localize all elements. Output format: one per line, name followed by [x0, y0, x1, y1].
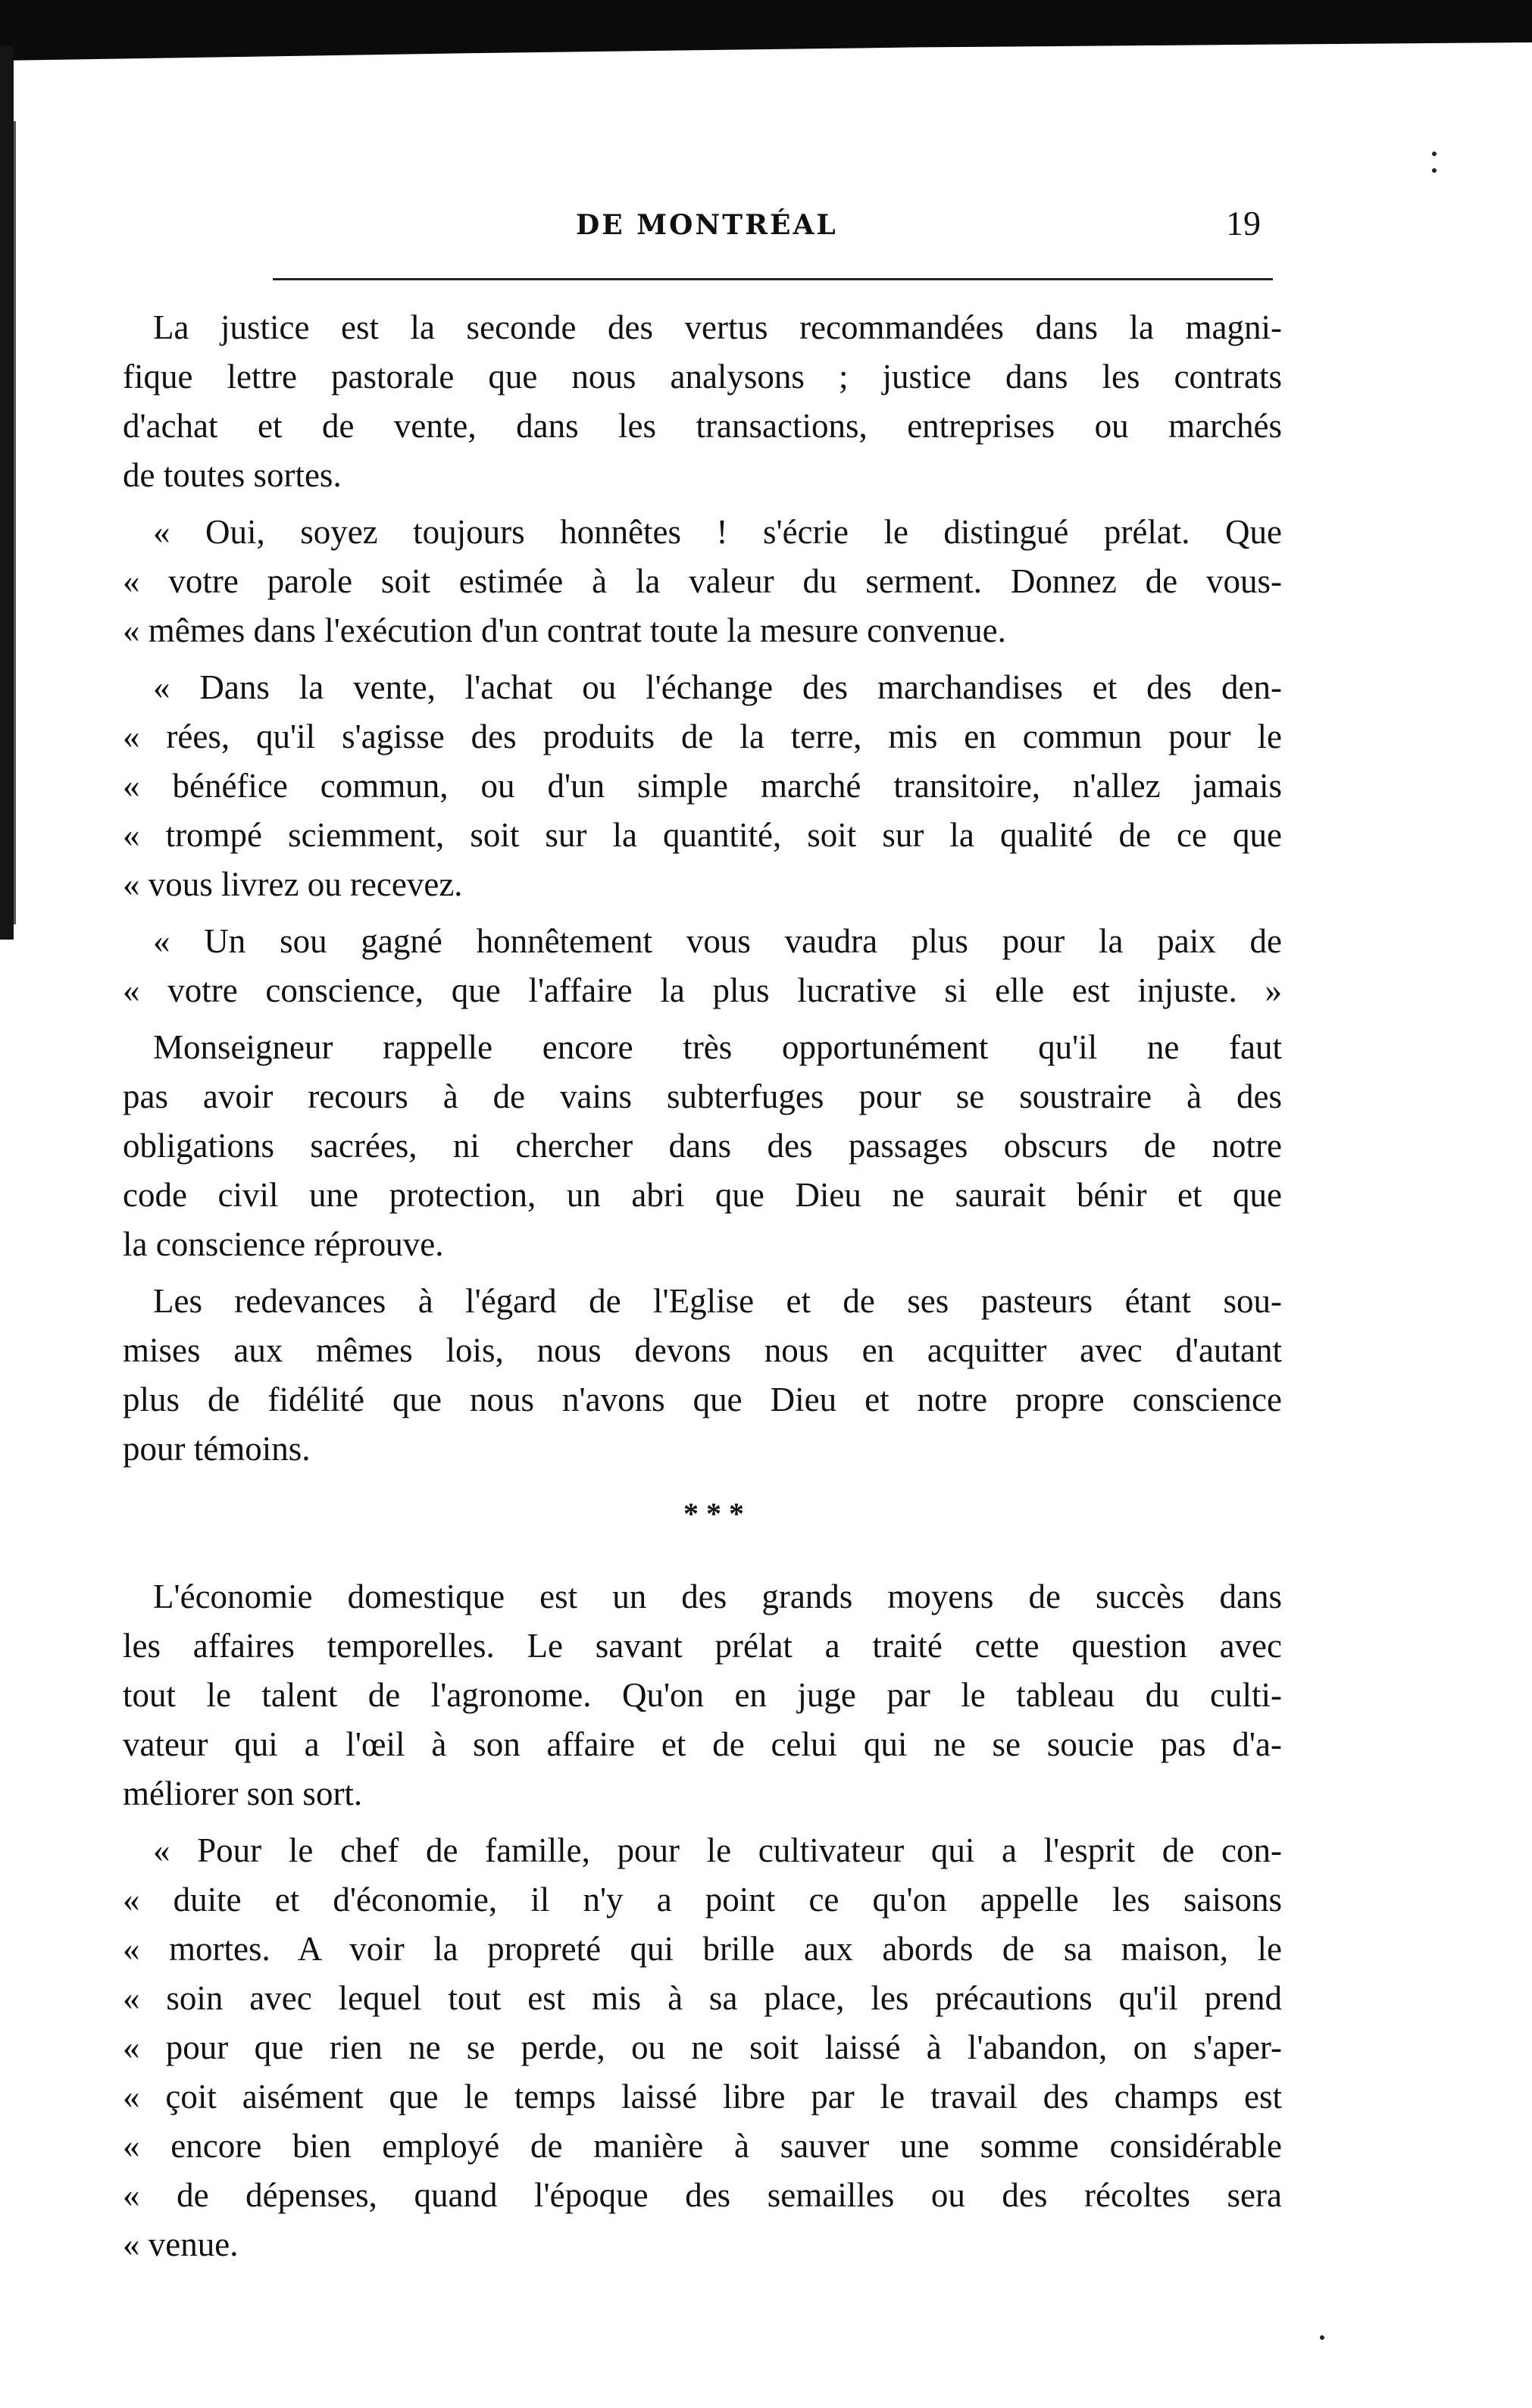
text-line: « pour que rien ne se perde, ou ne soit laissé à l'abandon, on s'aper-: [123, 2028, 1282, 2066]
paragraph: [123, 1277, 1282, 1474]
text-line: « soin avec lequel tout est mis à sa place, les précautions qu'il prend: [123, 1979, 1282, 2017]
asterism: * * *: [683, 1496, 744, 1531]
text-line: tout le talent de l'agronome. Qu'on en juge par le tableau du culti-: [123, 1676, 1282, 1714]
scan-speck: [1320, 2335, 1324, 2340]
text-line: code civil une protection, un abri que Dieu ne saurait bénir et que: [123, 1176, 1282, 1214]
text-line: « rées, qu'il s'agisse des produits de la terre, mis en commun pour le: [123, 718, 1282, 755]
text-line: de toutes sortes.: [123, 456, 342, 494]
running-title: DE MONTRÉAL: [576, 209, 838, 241]
paragraph: [123, 917, 1282, 1015]
text-line: « vous livrez ou recevez.: [123, 865, 463, 903]
text-line: la conscience réprouve.: [123, 1225, 444, 1263]
text-line: « votre conscience, que l'affaire la plus lucrative si elle est injuste. »: [123, 971, 1282, 1009]
text-line: La justice est la seconde des vertus recommandées dans la magni-: [153, 308, 1282, 346]
text-line: obligations sacrées, ni chercher dans des passages obscurs de notre: [123, 1127, 1282, 1165]
text-line: Monseigneur rappelle encore très opportunément qu'il ne faut: [153, 1028, 1282, 1066]
text-line: mises aux mêmes lois, nous devons nous en acquitter avec d'autant: [123, 1331, 1282, 1369]
text-line: « Dans la vente, l'achat ou l'échange des marchandises et des den-: [153, 668, 1282, 706]
page-body: [123, 303, 1282, 2277]
scan-speck: [1432, 168, 1437, 173]
text-line: vateur qui a l'œil à son affaire et de celui qui ne se soucie pas d'a-: [123, 1725, 1282, 1763]
text-line: pour témoins.: [123, 1430, 311, 1468]
header-rule: [273, 278, 1273, 280]
text-line: « Pour le chef de famille, pour le cultivateur qui a l'esprit de con-: [153, 1831, 1282, 1869]
paragraph: [123, 1572, 1282, 1819]
section-separator: [123, 1481, 1282, 1572]
text-line: « Un sou gagné honnêtement vous vaudra plus pour la paix de: [153, 922, 1282, 960]
text-line: L'économie domestique est un des grands moyens de succès dans: [153, 1578, 1282, 1615]
text-line: les affaires temporelles. Le savant prélat a traité cette question avec: [123, 1627, 1282, 1665]
text-line: « çoit aisément que le temps laissé libre par le travail des champs est: [123, 2078, 1282, 2116]
scan-left-border: [0, 45, 14, 940]
running-head: [0, 203, 1532, 249]
text-line: « bénéfice commun, ou d'un simple marché transitoire, n'allez jamais: [123, 767, 1282, 805]
text-line: « trompé sciemment, soit sur la quantité, soit sur la qualité de ce que: [123, 816, 1282, 854]
paragraph: [123, 663, 1282, 909]
page-number: 19: [1226, 204, 1261, 242]
text-line: « Oui, soyez toujours honnêtes ! s'écrie le distingué prélat. Que: [153, 513, 1282, 551]
text-line: plus de fidélité que nous n'avons que Dieu et notre propre conscience: [123, 1381, 1282, 1418]
text-line: Les redevances à l'égard de l'Eglise et de ses pasteurs étant sou-: [153, 1282, 1282, 1320]
text-line: méliorer son sort.: [123, 1775, 363, 1812]
text-line: « de dépenses, quand l'époque des semailles ou des récoltes sera: [123, 2176, 1282, 2214]
scan-top-border: [0, 0, 1532, 61]
paragraph: [123, 303, 1282, 500]
paragraph: [123, 1023, 1282, 1269]
text-line: pas avoir recours à de vains subterfuges pour se soustraire à des: [123, 1077, 1282, 1115]
scan-speck: [1432, 152, 1437, 156]
text-line: d'achat et de vente, dans les transactions, entreprises ou marchés: [123, 407, 1282, 445]
paragraph: [123, 1826, 1282, 2269]
text-line: « votre parole soit estimée à la valeur du serment. Donnez de vous-: [123, 562, 1282, 600]
text-line: fique lettre pastorale que nous analysons ; justice dans les contrats: [123, 358, 1282, 396]
text-line: « mortes. A voir la propreté qui brille aux abords de sa maison, le: [123, 1930, 1282, 1968]
paragraph: [123, 508, 1282, 655]
text-line: « venue.: [123, 2225, 239, 2263]
text-line: « mêmes dans l'exécution d'un contrat toute la mesure convenue.: [123, 611, 1006, 649]
text-line: « duite et d'économie, il n'y a point ce qu'on appelle les saisons: [123, 1881, 1282, 1919]
text-line: « encore bien employé de manière à sauver une somme considérable: [123, 2127, 1282, 2165]
